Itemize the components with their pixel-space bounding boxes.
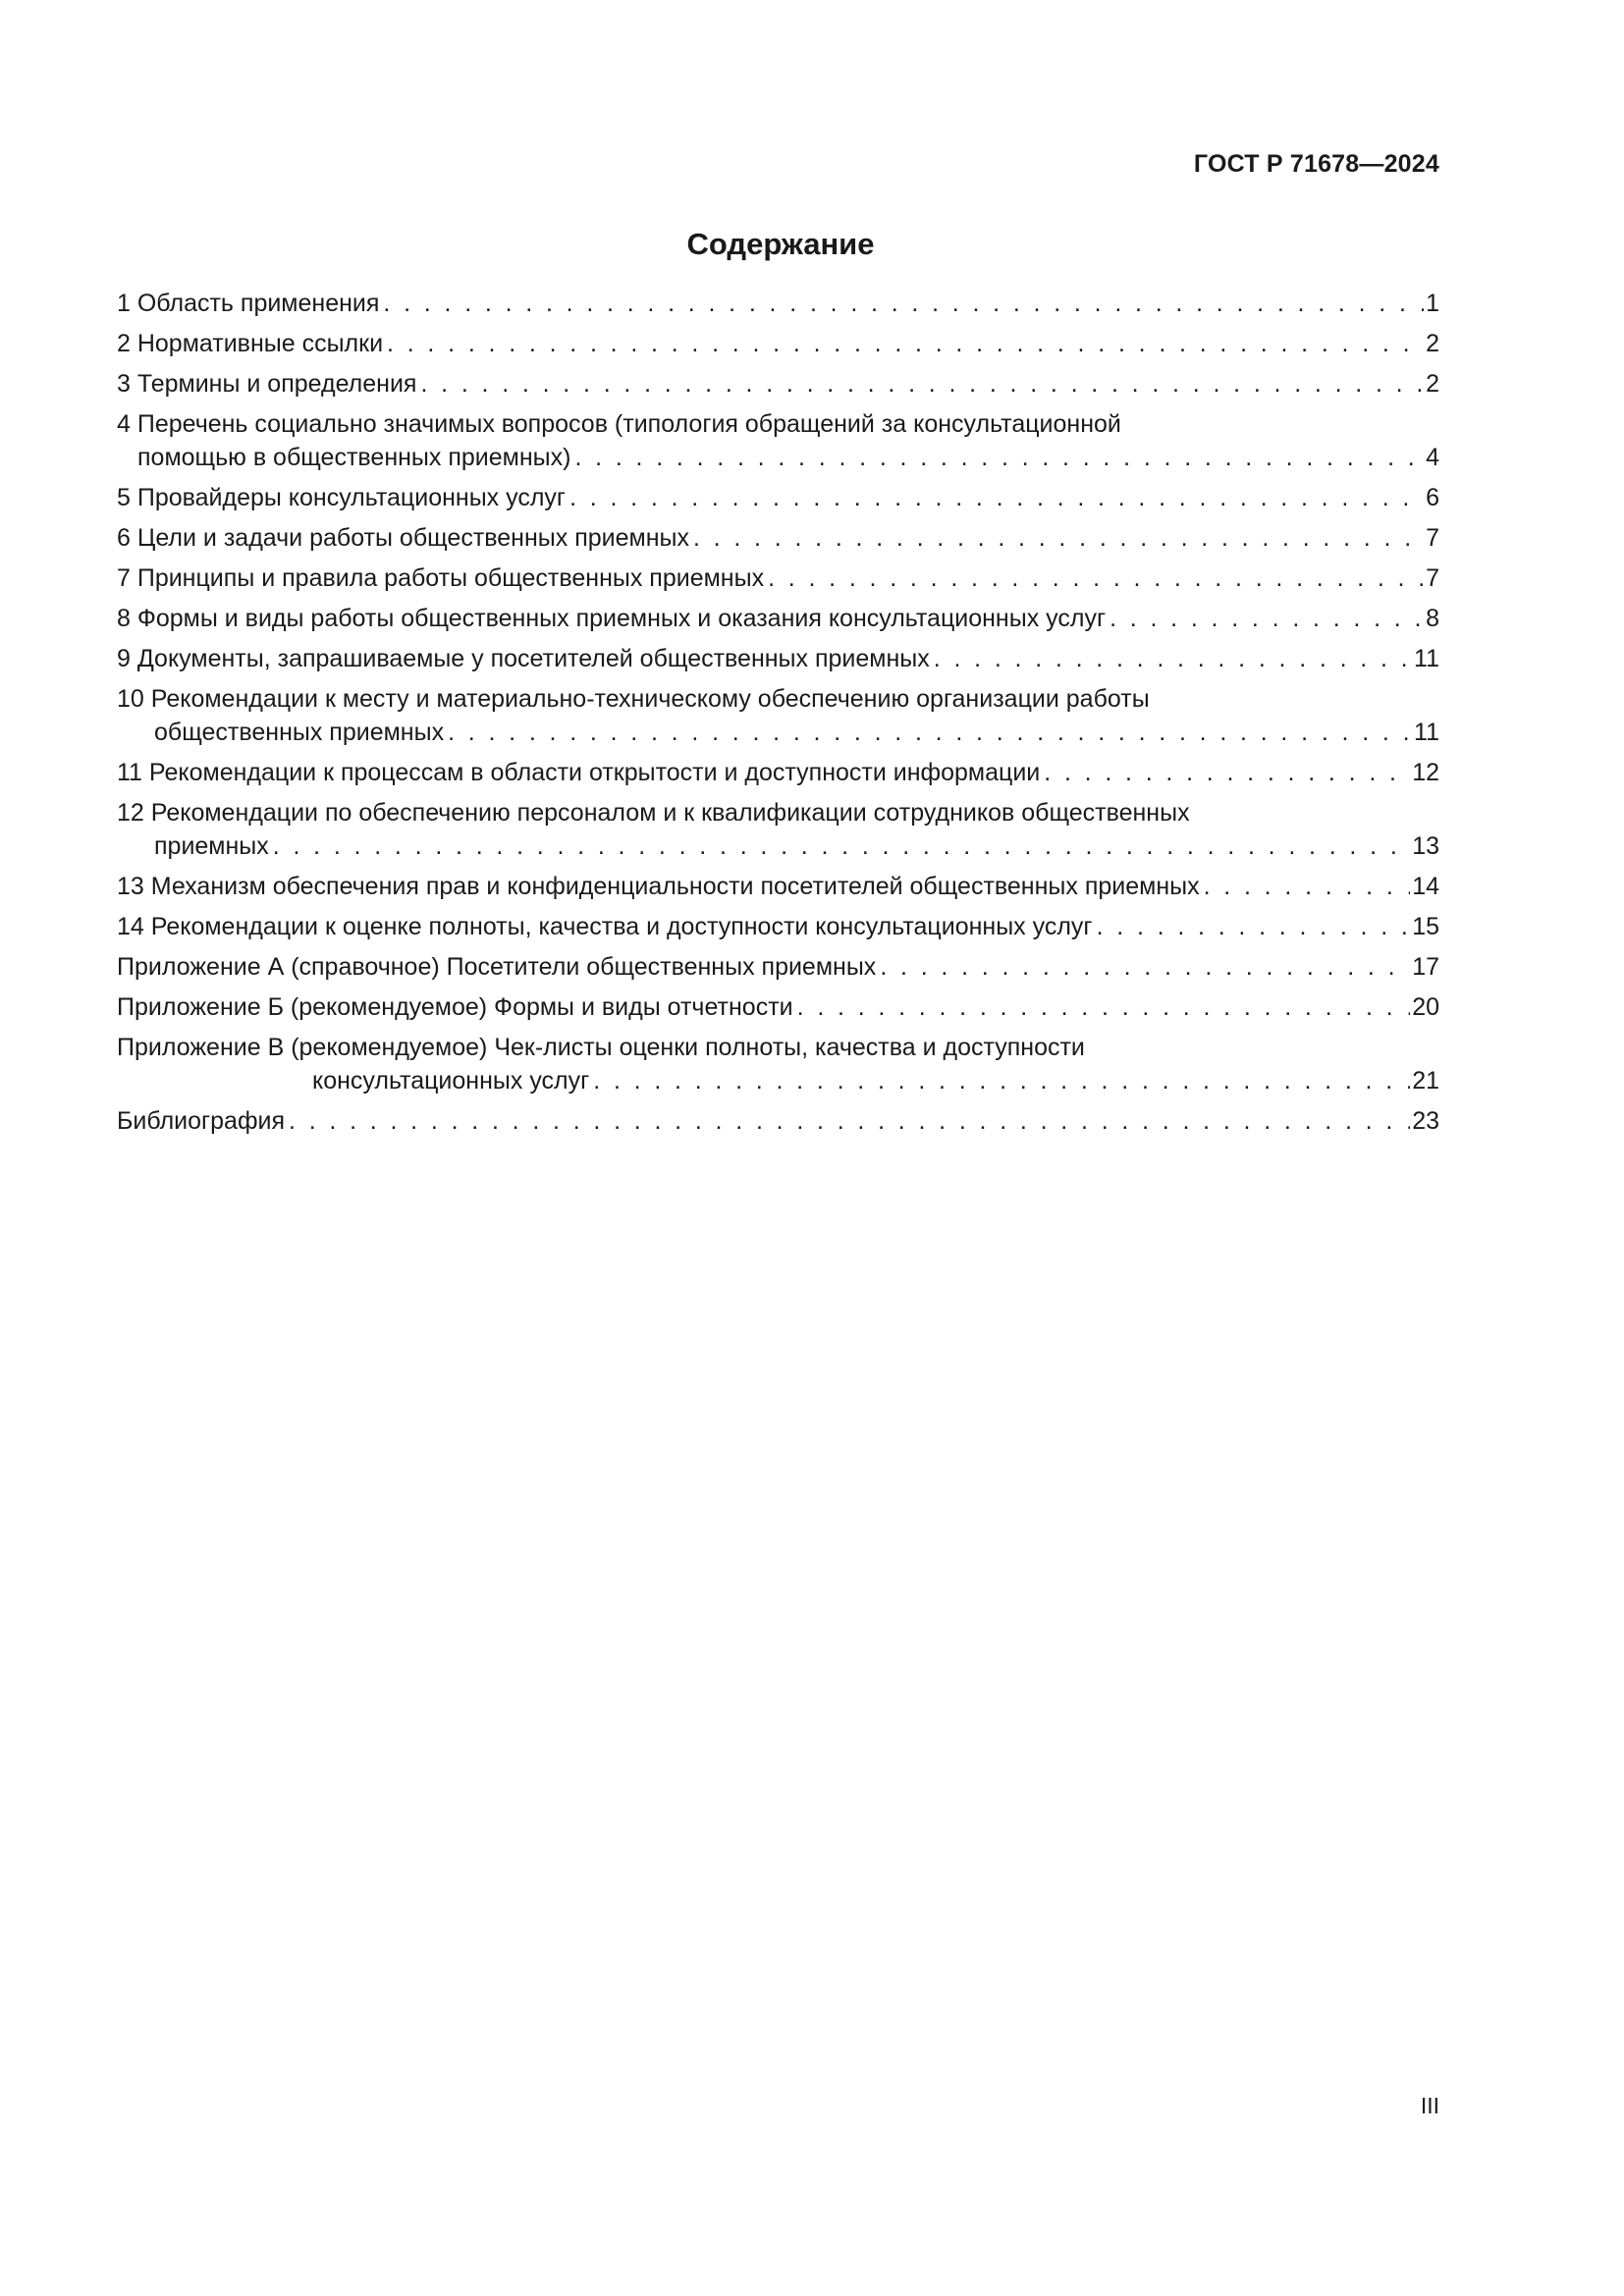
toc-entry-text: 9 Документы, запрашиваемые у посетителей общественных приемных	[117, 645, 930, 672]
toc-page-number: 17	[1412, 953, 1439, 981]
toc-page-number: 14	[1412, 873, 1439, 900]
toc-entry-10[interactable]	[117, 682, 1439, 749]
toc-page-number: 11	[1414, 645, 1439, 672]
toc-entry-3[interactable]	[117, 367, 1439, 400]
toc-entry-2[interactable]	[117, 327, 1439, 360]
toc-entry-text: 7 Принципы и правила работы общественных приемных	[117, 564, 765, 592]
toc-entry-text: Приложение Б (рекомендуемое) Формы и виды отчетности	[117, 993, 793, 1021]
toc-entry-appendix-a[interactable]	[117, 950, 1439, 984]
toc-entry-appendix-b[interactable]	[117, 990, 1439, 1024]
dot-leader	[1044, 756, 1410, 789]
toc-page-number: 2	[1426, 370, 1439, 398]
dot-leader	[1097, 910, 1411, 943]
toc-entry-first-line: 4 Перечень социально значимых вопросов (типология обращений за консультационной	[117, 410, 1121, 438]
toc-entry-8[interactable]	[117, 602, 1439, 635]
toc-entry-first-line: 10 Рекомендации к месту и материально-техническому обеспечению организации работы	[117, 685, 1150, 713]
page-title: Содержание	[686, 227, 875, 261]
page-number: III	[1420, 2093, 1439, 2118]
toc-page-number: 1	[1426, 290, 1439, 317]
dot-leader	[574, 441, 1424, 474]
toc-page-number: 11	[1414, 719, 1439, 746]
toc-entry-text: Библиография	[117, 1107, 286, 1135]
toc-entry-5[interactable]	[117, 481, 1439, 514]
dot-leader	[693, 521, 1424, 555]
toc-entry-text: 8 Формы и виды работы общественных приемных и оказания консультационных услуг	[117, 605, 1107, 632]
toc-page-number: 21	[1412, 1067, 1439, 1095]
toc-entry-first-line: 12 Рекомендации по обеспечению персоналом и к квалификации сотрудников общественных	[117, 799, 1190, 827]
toc-entry-text: 1 Область применения	[117, 290, 380, 317]
toc-entry-13[interactable]	[117, 870, 1439, 903]
toc-page-number: 6	[1426, 484, 1439, 511]
standard-code: ГОСТ Р 71678—2024	[1193, 150, 1439, 178]
toc-entry-text: 5 Провайдеры консультационных услуг	[117, 484, 567, 511]
toc-entry-text: приемных	[154, 832, 269, 860]
toc-entry-text: 13 Механизм обеспечения прав и конфиденциальности посетителей общественных приемных	[117, 873, 1200, 900]
toc-entry-text: 3 Термины и определения	[117, 370, 417, 398]
dot-leader	[569, 481, 1424, 514]
dot-leader	[273, 829, 1410, 863]
toc-entry-4[interactable]	[117, 407, 1439, 474]
toc-page-number: 8	[1426, 605, 1439, 632]
toc-entry-text: 14 Рекомендации к оценке полноты, качества и доступности консультационных услуг	[117, 913, 1093, 940]
dot-leader	[797, 990, 1411, 1024]
toc-page-number: 2	[1426, 330, 1439, 357]
dot-leader	[1110, 602, 1424, 635]
toc-entry-1[interactable]	[117, 287, 1439, 320]
toc-entry-7[interactable]	[117, 561, 1439, 595]
dot-leader	[880, 950, 1410, 984]
toc-entry-14[interactable]	[117, 910, 1439, 943]
dot-leader	[934, 642, 1412, 675]
toc-entry-text: 6 Цели и задачи работы общественных приемных	[117, 524, 689, 552]
dot-leader	[593, 1064, 1410, 1097]
toc-page-number: 20	[1412, 993, 1439, 1021]
toc-entry-appendix-v[interactable]	[117, 1031, 1439, 1097]
dot-leader	[768, 561, 1424, 595]
toc-entry-bibliography[interactable]	[117, 1104, 1439, 1138]
toc-page-number: 13	[1412, 832, 1439, 860]
toc-page-number: 4	[1426, 444, 1439, 471]
toc-entry-6[interactable]	[117, 521, 1439, 555]
toc-entry-11[interactable]	[117, 756, 1439, 789]
dot-leader	[448, 716, 1412, 749]
toc-page-number: 7	[1426, 564, 1439, 592]
toc-entry-text: общественных приемных	[154, 719, 445, 746]
dot-leader	[289, 1104, 1410, 1138]
toc-entry-9[interactable]	[117, 642, 1439, 675]
dot-leader	[383, 287, 1424, 320]
toc-page-number: 15	[1412, 913, 1439, 940]
toc-page-number: 7	[1426, 524, 1439, 552]
toc-entry-text: 11 Рекомендации к процессам в области открытости и доступности информации	[117, 759, 1041, 786]
toc-entry-first-line: Приложение В (рекомендуемое) Чек-листы оценки полноты, качества и доступности	[117, 1034, 1085, 1061]
toc-entry-text: 2 Нормативные ссылки	[117, 330, 384, 357]
toc-entry-text: Приложение А (справочное) Посетители общественных приемных	[117, 953, 877, 981]
dot-leader	[1204, 870, 1411, 903]
toc-entry-text: консультационных услуг	[312, 1067, 590, 1095]
toc-entry-text: помощью в общественных приемных)	[137, 444, 571, 471]
dot-leader	[387, 327, 1424, 360]
toc-page-number: 12	[1412, 759, 1439, 786]
table-of-contents	[117, 287, 1439, 1145]
toc-entry-12[interactable]	[117, 796, 1439, 863]
dot-leader	[420, 367, 1424, 400]
toc-page-number: 23	[1412, 1107, 1439, 1135]
